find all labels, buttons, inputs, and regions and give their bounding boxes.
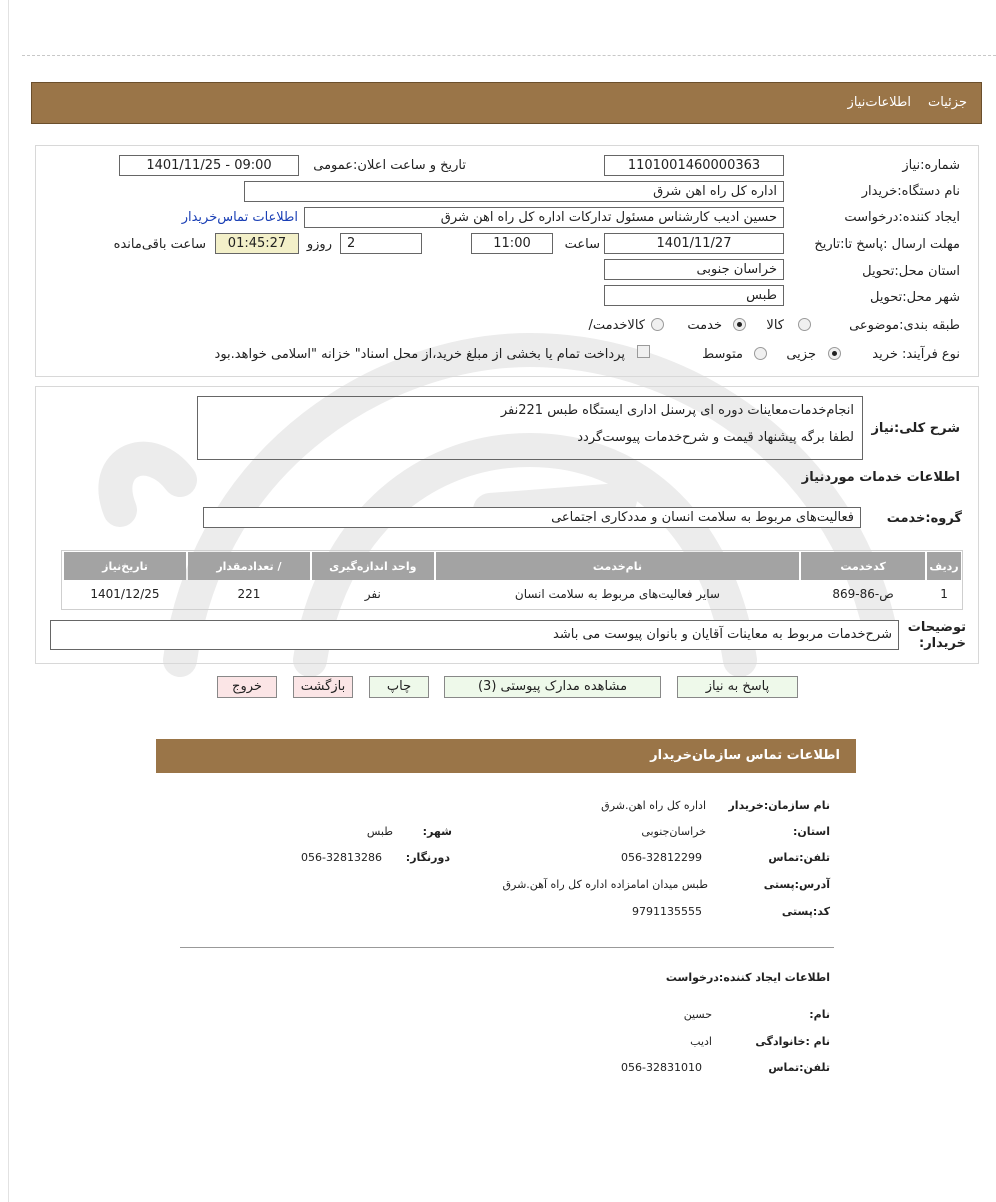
announce-date-label: تاریخ و ساعت اعلان:عمومی xyxy=(313,158,466,173)
treasury-payment-label: پرداخت تمام یا بخشی از مبلغ خرید،از محل اسناد" خزانه "اسلامی خواهد.بود xyxy=(214,347,625,362)
services-table xyxy=(62,550,963,608)
category-goods-service-radio[interactable] xyxy=(651,318,664,331)
category-goods-radio[interactable] xyxy=(798,318,811,331)
col-service-name: نام‌خدمت xyxy=(436,552,799,580)
buyer-org-field: اداره کل راه اهن شرق xyxy=(244,181,784,202)
general-description-box xyxy=(197,396,863,460)
city-label: شهر محل:تحویل xyxy=(870,290,960,305)
view-attachments-button[interactable]: مشاهده مدارک پیوستی (3) xyxy=(444,676,661,698)
contact-fax-value: 056-32813286 xyxy=(301,851,382,864)
requester-title: اطلاعات ایجاد کننده:درخواست xyxy=(665,971,830,984)
contact-province-value: خراسان‌جنوبی xyxy=(641,825,706,838)
page-top-divider xyxy=(22,55,996,56)
process-medium-label: متوسط xyxy=(702,347,743,362)
contact-divider xyxy=(180,947,834,948)
buyer-contact-link[interactable]: اطلاعات تماس‌خریدار xyxy=(181,210,298,225)
col-quantity: / تعدادمقدار xyxy=(188,552,310,580)
description-line-2: لطفا برگه پیشنهاد قیمت و شرح‌خدمات پیوست‌گردد xyxy=(577,430,854,445)
services-heading: اطلاعات خدمات موردنیاز xyxy=(801,470,960,485)
deadline-time-field: 11:00 xyxy=(471,233,553,254)
contact-phone-value: 056-32812299 xyxy=(621,851,702,864)
deadline-label: مهلت ارسال :پاسخ تا:تاریخ xyxy=(814,237,960,252)
creator-field: حسین ادیب کارشناس مسئول تدارکات اداره کل راه اهن شرق xyxy=(304,207,784,228)
process-type-label: نوع فرآیند: خرید xyxy=(872,347,960,362)
header-bar xyxy=(31,82,982,124)
reply-button[interactable]: پاسخ به نیاز xyxy=(677,676,798,698)
requester-family-value: ادیب xyxy=(690,1035,712,1048)
need-number-field: 1101001460000363 xyxy=(604,155,784,176)
tab-need-info[interactable]: اطلاعات‌نیاز xyxy=(847,95,911,110)
contact-header-bar xyxy=(156,739,856,773)
remaining-time-label: ساعت باقی‌مانده xyxy=(113,237,206,252)
treasury-payment-checkbox[interactable] xyxy=(637,345,650,358)
category-service-label: خدمت xyxy=(687,318,722,333)
province-label: استان محل:تحویل xyxy=(862,264,960,279)
process-medium-radio[interactable] xyxy=(754,347,767,360)
exit-button[interactable]: خروج xyxy=(217,676,277,698)
back-button[interactable]: بازگشت xyxy=(293,676,353,698)
process-partial-label: جزیی xyxy=(786,347,816,362)
contact-phone-label: تلفن:تماس xyxy=(768,851,830,864)
service-group-field: فعالیت‌های مربوط به سلامت انسان و مددکاری اجتماعی xyxy=(203,507,861,528)
contact-postal-value: 9791135555 xyxy=(632,905,702,918)
table-header-row xyxy=(64,552,961,580)
contact-header-title: اطلاعات تماس سازمان‌خریدار xyxy=(650,748,840,763)
service-group-label: گروه:خدمت xyxy=(886,511,962,526)
general-description-label: شرح کلی:نیاز xyxy=(871,421,960,436)
contact-fax-label: :دورنگار xyxy=(405,851,450,864)
remaining-days-field: 2 xyxy=(340,233,422,254)
creator-label: ایجاد کننده:درخواست xyxy=(844,210,960,225)
tab-details[interactable]: جزئیات xyxy=(928,95,967,110)
requester-phone-value: 056-32831010 xyxy=(621,1061,702,1074)
process-partial-radio[interactable] xyxy=(828,347,841,360)
buyer-notes-field: شرح‌خدمات مربوط به معاینات آقایان و بانوان پیوست می باشد xyxy=(50,620,899,650)
requester-name-value: حسین xyxy=(683,1008,712,1021)
buyer-org-label: نام دستگاه:خریدار xyxy=(861,184,960,199)
contact-address-value: طبس میدان امامزاده اداره کل راه آهن.شرق xyxy=(502,878,708,891)
cell-row-number: 1 xyxy=(940,587,948,601)
description-line-1: انجام‌خدمات‌معاینات دوره ای پرسنل اداری ایستگاه طبس 221نفر xyxy=(500,403,854,418)
org-name-label: نام سازمان:خریدار xyxy=(728,799,830,812)
page-left-border xyxy=(8,0,9,1202)
print-button[interactable]: چاپ xyxy=(369,676,429,698)
org-name-value: اداره کل راه اهن.شرق xyxy=(601,799,706,812)
col-need-date: تاریخ‌نیاز xyxy=(64,552,186,580)
cell-quantity: 221 xyxy=(237,587,261,601)
deadline-date-field: 1401/11/27 xyxy=(604,233,784,254)
col-unit: واحد اندازه‌گیری xyxy=(312,552,434,580)
contact-address-label: آدرس:پستی xyxy=(763,878,830,891)
province-field: خراسان جنوبی xyxy=(604,259,784,280)
cell-need-date: 1401/12/25 xyxy=(90,587,160,601)
deadline-time-label: ساعت xyxy=(564,237,600,252)
col-row-number: ردیف xyxy=(927,552,961,580)
col-service-code: کدخدمت xyxy=(801,552,925,580)
cell-unit: نفر xyxy=(364,587,381,601)
city-field: طبس xyxy=(604,285,784,306)
announce-date-field: 1401/11/25 - 09:00 xyxy=(119,155,299,176)
contact-city-value: طبس xyxy=(366,825,393,838)
category-service-radio[interactable] xyxy=(733,318,746,331)
need-info-panel xyxy=(35,145,979,377)
requester-phone-label: تلفن:تماس xyxy=(768,1061,830,1074)
remaining-time-field: 01:45:27 xyxy=(215,233,299,254)
category-goods-label: کالا xyxy=(766,318,784,333)
table-row xyxy=(64,582,961,606)
contact-province-label: :استان xyxy=(792,825,830,838)
requester-name-label: :نام xyxy=(809,1008,830,1021)
contact-city-label: :شهر xyxy=(422,825,452,838)
days-label: روزو xyxy=(306,237,332,252)
need-number-label: شماره:نیاز xyxy=(902,158,960,173)
cell-service-name: سایر فعالیت‌های مربوط به سلامت انسان xyxy=(514,587,720,601)
category-label: طبقه بندی:موضوعی xyxy=(849,318,960,333)
cell-service-code: ص-86-869 xyxy=(832,587,894,601)
buyer-notes-label: توضیحات :خریدار xyxy=(907,620,966,651)
category-goods-service-label: /کالاخدمت xyxy=(588,318,645,333)
requester-family-label: نام :خانوادگی xyxy=(755,1035,830,1048)
contact-postal-label: کد:پستی xyxy=(781,905,830,918)
